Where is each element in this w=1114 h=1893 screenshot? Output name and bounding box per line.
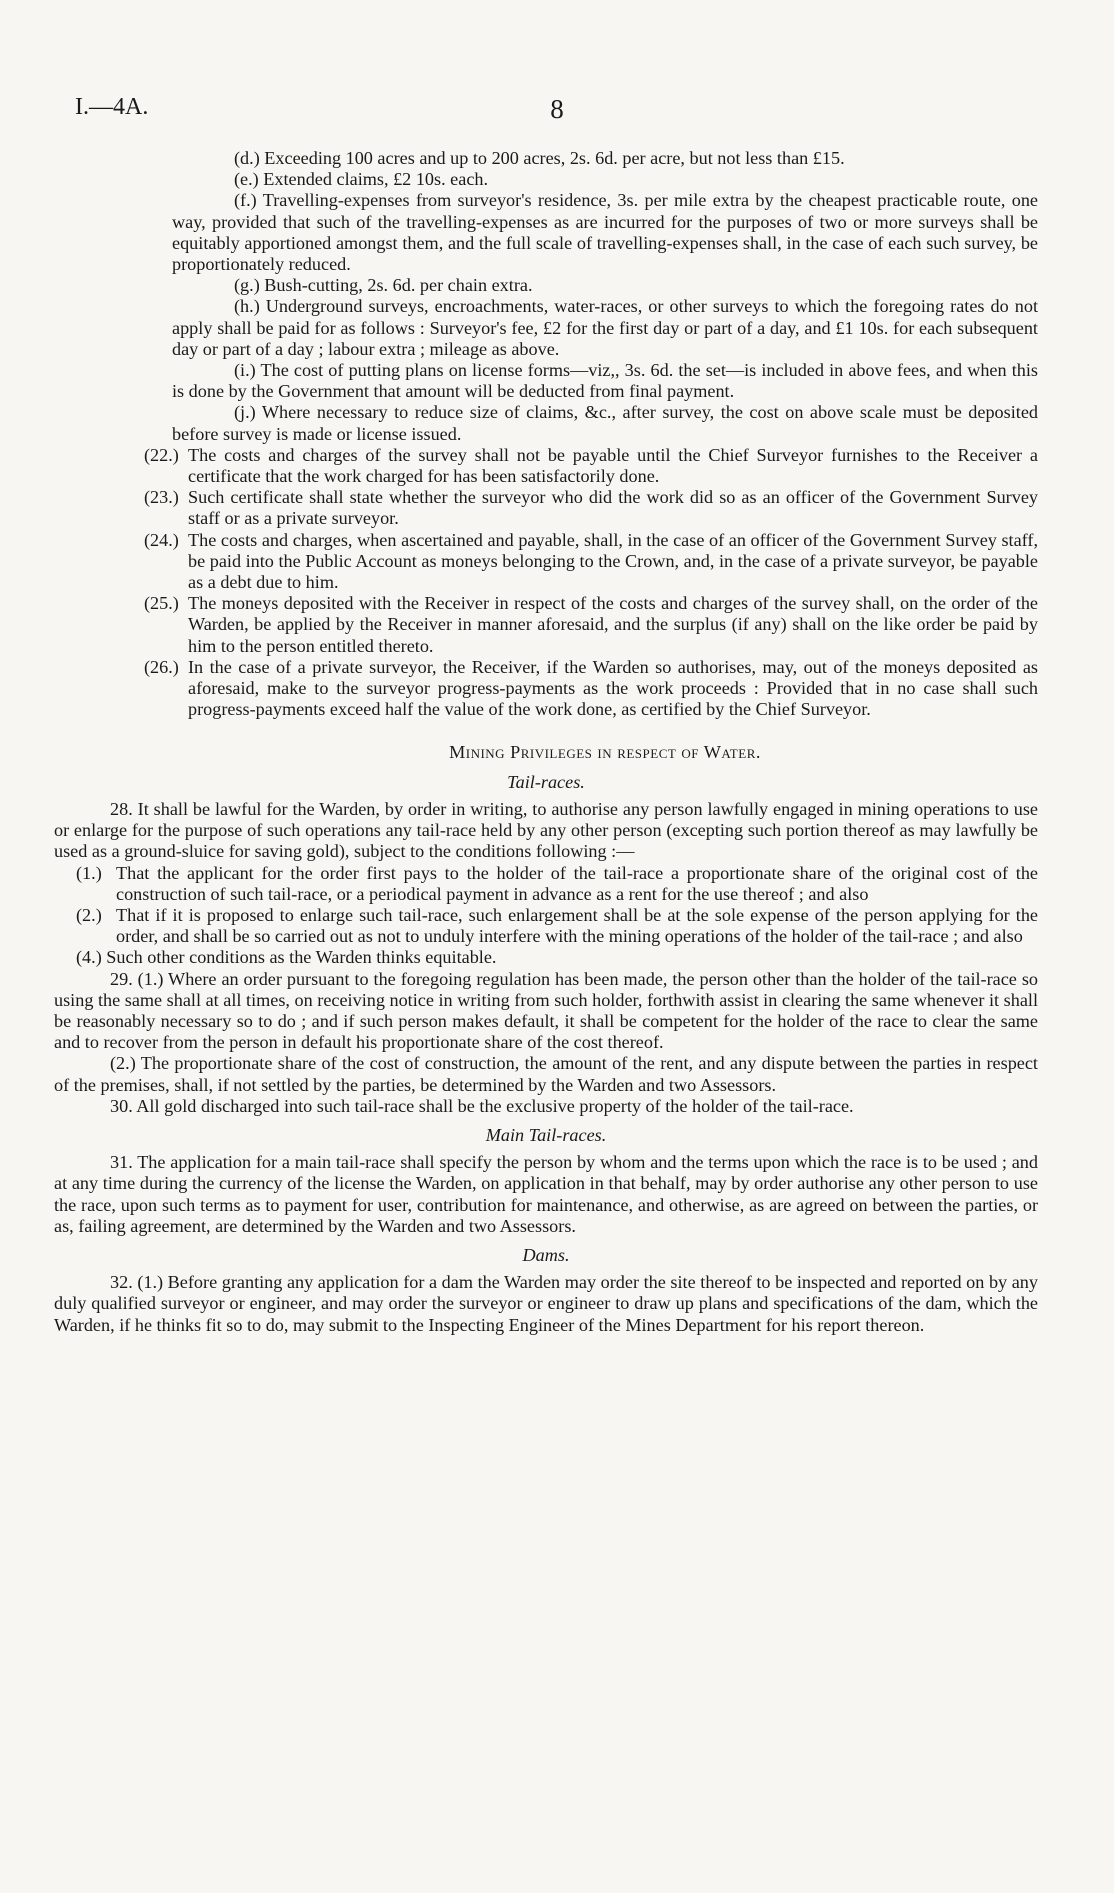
regulation-31: 31. The application for a main tail-race shall specify the person by whom and the terms upon which the race is to be used ; and at any time during the currency of the license the Warden, on application in that behalf, may by order authorise any other person to use the race, upon such terms as to payment for user, contribution for maintenance, and otherwise, as are agreed on between the parties, or as, failing agreement, are determined by the Warden and two Assessors.	[54, 1152, 1038, 1236]
regulation-28: 28. It shall be lawful for the Warden, by order in writing, to authorise any person lawfully engaged in mining operations to use or enlarge for the purpose of such operations any tail-race held by any other person (excepting such portion thereof as may lawfully be used as a ground-sluice for saving gold), subject to the conditions following :—	[54, 798, 1038, 862]
clause-23	[144, 487, 1038, 529]
clause-text: In the case of a private surveyor, the Receiver, if the Warden so authorises, may, out of the moneys deposited as aforesaid, make to the surveyor progress-payments as the work proceeds : Provided that in no case shall such progress-payments exceed half the value of the work done, as certified by the Chief Surveyor.	[188, 656, 1038, 720]
condition-2	[76, 904, 1038, 947]
fee-item-g: (g.) Bush-cutting, 2s. 6d. per chain extra.	[234, 275, 533, 296]
section-heading: Mining Privileges in respect of Water.	[449, 742, 761, 763]
clause-26	[144, 656, 1038, 721]
regulation-30: 30. All gold discharged into such tail-race shall be the exclusive property of the holder of the tail-race.	[110, 1095, 854, 1116]
regulation-29-2: (2.) The proportionate share of the cost of construction, the amount of the rent, and any dispute between the parties in respect of the premises, shall, if not settled by the parties, be determined by the Warden and two Assessors.	[54, 1053, 1038, 1095]
condition-1	[76, 862, 1038, 905]
page-header	[75, 94, 1039, 130]
fee-item-d: (d.) Exceeding 100 acres and up to 200 acres, 2s. 6d. per acre, but not less than £15.	[234, 148, 845, 168]
fee-item-i: (i.) The cost of putting plans on license forms—viz,, 3s. 6d. the set—is included in above fees, and when this is done by the Government that amount will be deducted from final payment.	[172, 360, 1038, 402]
fee-item-f: (f.) Travelling-expenses from surveyor's residence, 3s. per mile extra by the cheapest practicable route, one way, provided that such of the travelling-expenses as are incurred for the purposes of two or more surveys shall be equitably apportioned amongst them, and the full scale of travelling-expenses shall, in the case of each such survey, be proportionately reduced.	[172, 190, 1038, 275]
main-tail-races-heading: Main Tail-races.	[485, 1124, 607, 1145]
clause-label: (22.)	[144, 444, 179, 465]
page-number: 8	[550, 94, 564, 124]
clause-22	[144, 444, 1038, 487]
regulation-32: 32. (1.) Before granting any application for a dam the Warden may order the site thereof to be inspected and reported on by any duly qualified surveyor or engineer, and may order the surveyor or engineer to draw up plans and specifications of the dam, which the Warden, if he thinks fit so to do, may submit to the Inspecting Engineer of the Mines Department for his report thereon.	[54, 1272, 1038, 1335]
condition-label: (2.)	[76, 904, 102, 925]
clause-label: (24.)	[144, 529, 179, 550]
clause-text: The moneys deposited with the Receiver in respect of the costs and charges of the survey shall, on the order of the Warden, be applied by the Receiver in manner aforesaid, and the surplus (if any) shall on the like order be paid by him to the person entitled thereto.	[188, 593, 1038, 656]
clause-text: The costs and charges of the survey shall not be payable until the Chief Surveyor furnishes to the Receiver a certificate that the work charged for has been satisfactorily done.	[188, 444, 1038, 487]
clause-label: (26.)	[144, 656, 179, 677]
page-body	[54, 148, 1038, 1336]
regulation-29-1: 29. (1.) Where an order pursuant to the foregoing regulation has been made, the person other than the holder of the tail-race so using the same shall at all times, on receiving notice in writing from such holder, forthwith assist in clearing the same whenever it shall be reasonably necessary so to do ; and if such person makes default, it shall be competent for the holder of the race to clear the same and to recover from the person in default his proportionate share of the cost thereof.	[54, 968, 1038, 1053]
fee-item-j: (j.) Where necessary to reduce size of claims, &c., after survey, the cost on above scale must be deposited before survey is made or license issued.	[172, 402, 1038, 444]
condition-text: That the applicant for the order first pays to the holder of the tail-race a proportionate share of the original cost of the construction of such tail-race, or a periodical payment in advance as a rent for the use thereof ; and also	[116, 862, 1038, 904]
clause-25	[144, 593, 1038, 657]
clause-label: (25.)	[144, 593, 179, 614]
condition-label: (1.)	[76, 862, 102, 883]
condition-4: (4.) Such other conditions as the Warden thinks equitable.	[76, 947, 497, 968]
fee-item-h: (h.) Underground surveys, encroachments, water-races, or other surveys to which the foregoing rates do not apply shall be paid for as follows : Surveyor's fee, £2 for the first day or part of a day, and £1 10s. for each subsequent day or part of a day ; labour extra ; mileage as above.	[172, 296, 1038, 359]
clause-text: Such certificate shall state whether the surveyor who did the work did so as an officer of the Government Survey staff or as a private surveyor.	[188, 487, 1038, 529]
fee-item-e: (e.) Extended claims, £2 10s. each.	[234, 169, 489, 190]
water-privileges-section	[54, 772, 1038, 1336]
clause-label: (23.)	[144, 487, 179, 508]
condition-text: That if it is proposed to enlarge such tail-race, such enlargement shall be at the sole expense of the person applying for the order, and shall be so carried out as not to unduly interfere with the mining operations of the holder of the tail-race ; and also	[116, 904, 1038, 947]
dams-heading: Dams.	[522, 1244, 570, 1265]
tail-races-heading: Tail-races.	[507, 771, 585, 792]
clause-24	[144, 529, 1038, 594]
clause-text: The costs and charges, when ascertained and payable, shall, in the case of an officer of the Government Survey staff, be paid into the Public Account as moneys belonging to the Crown, and, in the case of a private surveyor, be payable as a debt due to him.	[188, 529, 1038, 593]
document-reference: I.—4A.	[75, 94, 149, 120]
